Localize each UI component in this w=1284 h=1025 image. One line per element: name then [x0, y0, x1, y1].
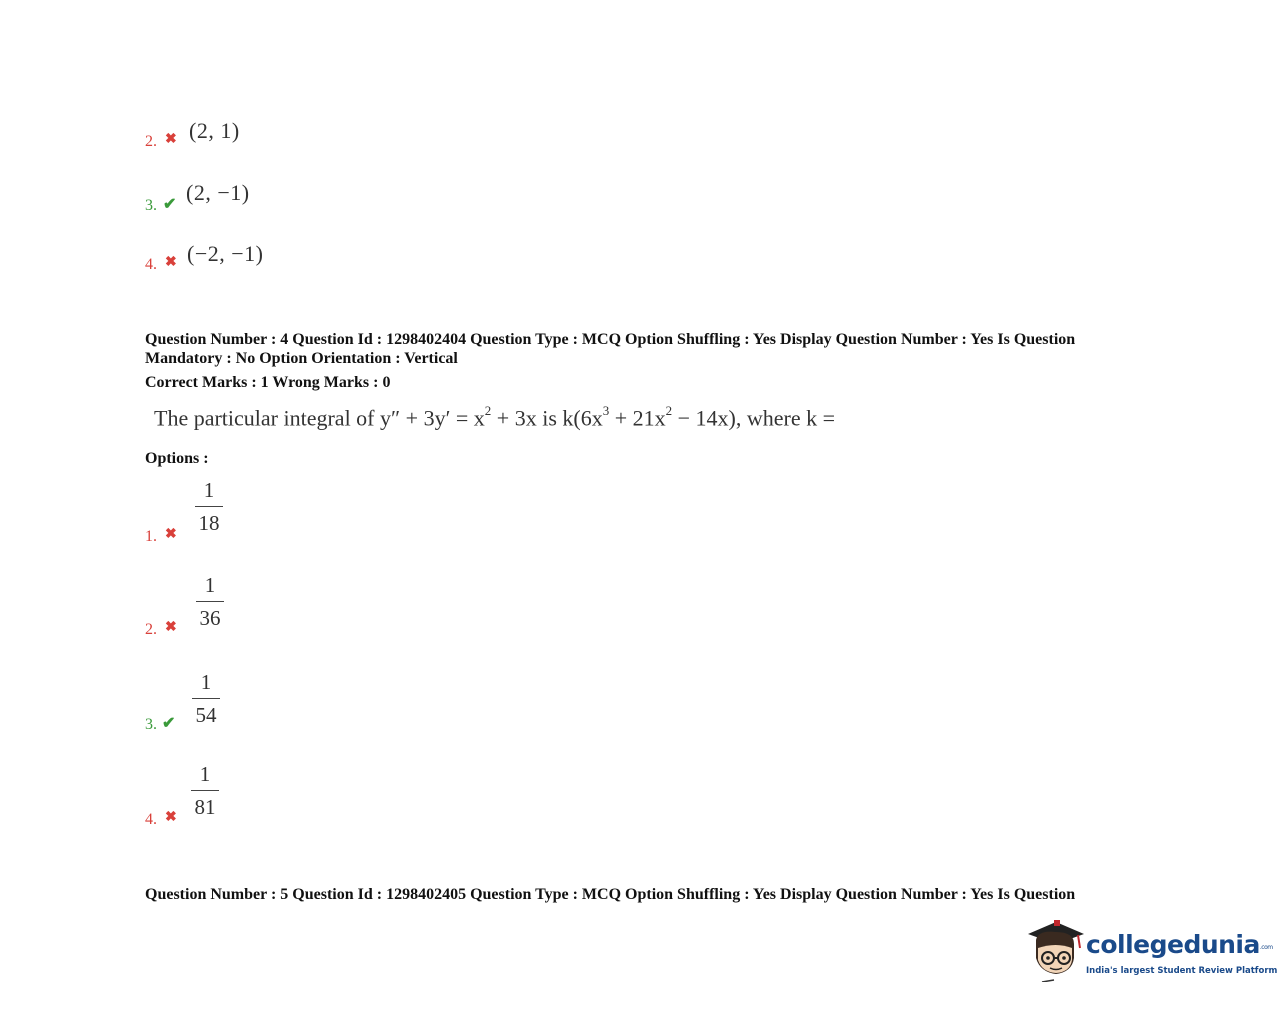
logo-name: collegedunia — [1086, 930, 1260, 959]
question-4-meta-line2: Mandatory : No Option Orientation : Vertical — [145, 350, 458, 367]
option-value: (−2, −1) — [187, 241, 264, 266]
logo-wordmark — [1086, 930, 1273, 959]
option-value: (2, −1) — [186, 180, 250, 205]
numerator: 1 — [199, 762, 211, 786]
option-number: 2. — [145, 621, 157, 638]
cross-icon: ✖ — [165, 810, 177, 825]
exponent: 3 — [602, 403, 610, 418]
cross-icon: ✖ — [165, 255, 177, 270]
options-label: Options : — [145, 450, 209, 467]
option-number: 2. — [145, 133, 157, 150]
option-number: 3. — [145, 716, 157, 733]
question-text-part: − 14x), where k = — [672, 405, 836, 431]
denominator: 18 — [198, 511, 220, 535]
question-4-text — [154, 405, 835, 431]
logo-suffix: .com — [1259, 944, 1273, 951]
question-4-marks: Correct Marks : 1 Wrong Marks : 0 — [145, 374, 391, 391]
numerator: 1 — [204, 573, 216, 597]
question-text-part: The particular integral of y″ + 3y′ = x — [154, 405, 485, 431]
question-text-part: + 3x is k(6x — [491, 405, 603, 431]
logo-tagline: India's largest Student Review Platform — [1086, 966, 1278, 976]
question-4-meta-line1: Question Number : 4 Question Id : 1298402404 Question Type : MCQ Option Shuffling : Yes Display Question Number : Yes Is Question — [145, 331, 1076, 348]
denominator: 54 — [195, 703, 217, 727]
exponent: 2 — [665, 403, 673, 418]
mascot-icon — [1024, 918, 1086, 982]
cross-icon: ✖ — [165, 620, 177, 635]
option-number: 4. — [145, 811, 157, 828]
denominator: 36 — [199, 606, 221, 630]
question-5-meta-line1: Question Number : 5 Question Id : 1298402405 Question Type : MCQ Option Shuffling : Yes Display Question Number : Yes Is Question — [145, 886, 1076, 903]
option-number: 4. — [145, 256, 157, 273]
option-number: 3. — [145, 197, 157, 214]
question-text-part: + 21x — [609, 405, 666, 431]
numerator: 1 — [200, 670, 212, 694]
exponent: 2 — [484, 403, 492, 418]
cross-icon: ✖ — [165, 132, 177, 147]
fraction-value — [196, 573, 224, 631]
fraction-value — [192, 670, 220, 728]
denominator: 81 — [194, 795, 216, 819]
option-value: (2, 1) — [189, 118, 240, 143]
collegedunia-logo — [1024, 918, 1278, 988]
check-icon: ✔ — [162, 715, 176, 732]
cross-icon: ✖ — [165, 527, 177, 542]
option-number: 1. — [145, 528, 157, 545]
check-icon: ✔ — [163, 196, 177, 213]
fraction-value — [191, 762, 219, 820]
numerator: 1 — [203, 478, 215, 502]
fraction-value — [195, 478, 223, 536]
